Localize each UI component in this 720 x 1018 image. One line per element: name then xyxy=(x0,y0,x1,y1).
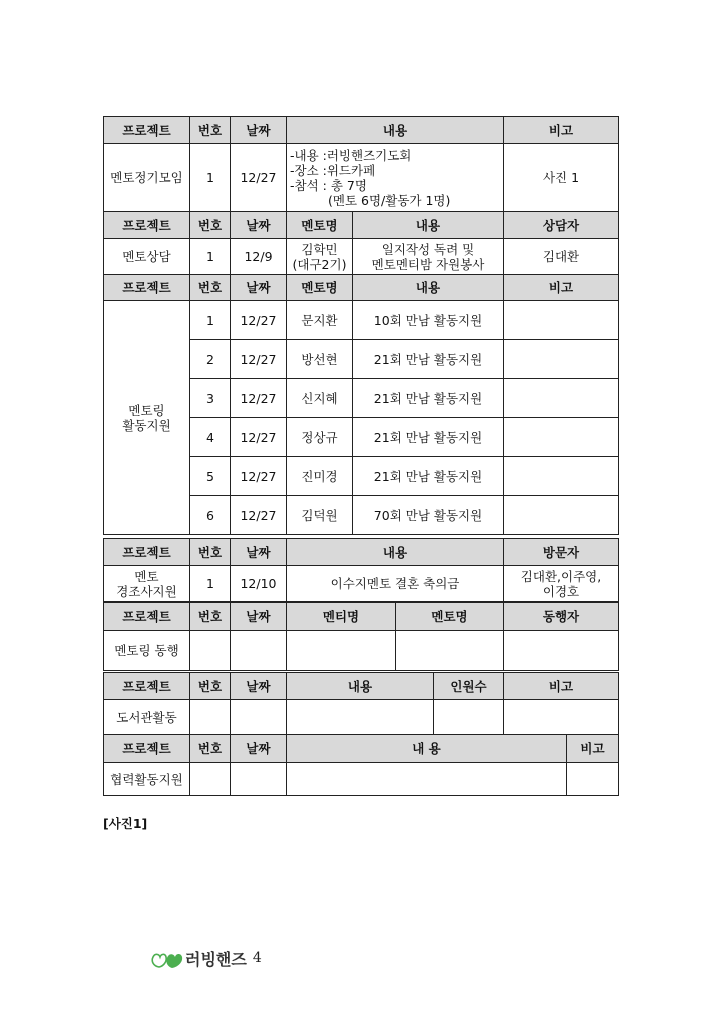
support-table xyxy=(103,274,619,535)
number-cell: 1 xyxy=(190,301,231,340)
consult-table xyxy=(103,211,619,275)
header-cell: 번호 xyxy=(190,673,231,700)
mentor-cell xyxy=(287,239,353,275)
visitor-cell xyxy=(504,566,619,602)
table-header-row xyxy=(104,212,619,239)
content-line: 멘토멘티밤 자원봉사 xyxy=(371,256,485,272)
number-cell: 3 xyxy=(190,379,231,418)
number-cell: 1 xyxy=(190,144,231,212)
date-cell: 12/27 xyxy=(231,340,287,379)
cooperation-table xyxy=(103,734,619,796)
date-cell: 12/9 xyxy=(231,239,287,275)
project-cell: 도서관활동 xyxy=(104,700,190,736)
content-cell xyxy=(287,700,434,736)
header-cell: 번호 xyxy=(190,603,231,631)
visitor-line: 김대환,이주영, xyxy=(520,568,602,584)
header-cell: 내 용 xyxy=(287,735,567,763)
accompany-table xyxy=(103,602,619,671)
header-cell: 멘티명 xyxy=(287,603,396,631)
date-cell: 12/27 xyxy=(231,418,287,457)
number-cell: 1 xyxy=(190,566,231,602)
table-row xyxy=(104,566,619,602)
photo-caption: [사진1] xyxy=(103,816,148,831)
header-cell: 내용 xyxy=(287,673,434,700)
page-number: 4 xyxy=(252,950,262,966)
header-cell: 프로젝트 xyxy=(104,275,190,301)
table-header-row xyxy=(104,673,619,700)
header-cell: 프로젝트 xyxy=(104,539,190,566)
table-row xyxy=(104,631,619,671)
note-cell xyxy=(504,379,619,418)
header-cell: 날짜 xyxy=(231,673,287,700)
header-cell: 날짜 xyxy=(231,117,287,144)
table-row xyxy=(104,301,619,340)
content-cell: 70회 만남 활동지원 xyxy=(353,496,504,535)
content-cell: 이수지멘토 결혼 축의금 xyxy=(287,566,504,602)
header-cell: 번호 xyxy=(190,117,231,144)
content-cell xyxy=(353,239,504,275)
content-line: -내용 :러빙핸즈기도회 xyxy=(290,147,412,163)
header-cell: 번호 xyxy=(190,275,231,301)
header-cell: 프로젝트 xyxy=(104,117,190,144)
table-row xyxy=(104,700,619,736)
content-cell xyxy=(287,763,567,796)
header-cell: 비고 xyxy=(567,735,619,763)
header-cell: 내용 xyxy=(353,212,504,239)
date-cell xyxy=(231,700,287,736)
date-cell: 12/27 xyxy=(231,496,287,535)
date-cell xyxy=(231,763,287,796)
table-header-row xyxy=(104,275,619,301)
header-cell: 인원수 xyxy=(434,673,504,700)
condolence-table xyxy=(103,538,619,602)
header-cell: 비고 xyxy=(504,117,619,144)
header-cell: 번호 xyxy=(190,212,231,239)
header-cell: 내용 xyxy=(287,117,504,144)
content-line: -참석 : 총 7명 xyxy=(290,177,367,193)
project-cell xyxy=(104,566,190,602)
header-cell: 방문자 xyxy=(504,539,619,566)
table-row xyxy=(104,144,619,212)
header-cell: 프로젝트 xyxy=(104,673,190,700)
table-row xyxy=(104,763,619,796)
header-cell: 멘토명 xyxy=(396,603,504,631)
number-cell xyxy=(190,700,231,736)
mentor-line: 김학민 xyxy=(301,241,338,257)
mentor-cell: 문지환 xyxy=(287,301,353,340)
header-cell: 날짜 xyxy=(231,539,287,566)
header-cell: 날짜 xyxy=(231,735,287,763)
number-cell xyxy=(190,763,231,796)
number-cell: 4 xyxy=(190,418,231,457)
date-cell: 12/27 xyxy=(231,379,287,418)
note-cell xyxy=(504,496,619,535)
page-footer xyxy=(150,944,262,972)
table-header-row xyxy=(104,539,619,566)
header-cell: 날짜 xyxy=(231,275,287,301)
mentor-cell: 방선현 xyxy=(287,340,353,379)
mentor-cell: 정상규 xyxy=(287,418,353,457)
number-cell: 2 xyxy=(190,340,231,379)
counselor-cell: 김대환 xyxy=(504,239,619,275)
table-header-row xyxy=(104,117,619,144)
companion-cell xyxy=(504,631,619,671)
content-cell xyxy=(287,144,504,212)
mentor-cell xyxy=(396,631,504,671)
project-line: 활동지원 xyxy=(122,417,171,433)
note-cell xyxy=(567,763,619,796)
number-cell: 5 xyxy=(190,457,231,496)
project-cell: 멘토정기모임 xyxy=(104,144,190,212)
date-cell: 12/27 xyxy=(231,457,287,496)
header-cell: 상담자 xyxy=(504,212,619,239)
content-line: -장소 :위드카페 xyxy=(290,162,376,178)
mentee-cell xyxy=(287,631,396,671)
project-cell: 멘토상담 xyxy=(104,239,190,275)
note-cell xyxy=(504,700,619,736)
date-cell: 12/10 xyxy=(231,566,287,602)
content-cell: 21회 만남 활동지원 xyxy=(353,457,504,496)
date-cell: 12/27 xyxy=(231,144,287,212)
header-cell: 프로젝트 xyxy=(104,603,190,631)
number-cell xyxy=(190,631,231,671)
project-line: 경조사지원 xyxy=(116,583,177,599)
content-cell: 21회 만남 활동지원 xyxy=(353,379,504,418)
number-cell: 6 xyxy=(190,496,231,535)
mentor-cell: 김덕원 xyxy=(287,496,353,535)
header-cell: 프로젝트 xyxy=(104,212,190,239)
number-cell: 1 xyxy=(190,239,231,275)
content-cell: 10회 만남 활동지원 xyxy=(353,301,504,340)
content-line: (멘토 6명/활동가 1명) xyxy=(328,192,451,208)
note-cell xyxy=(504,301,619,340)
mentor-cell: 신지혜 xyxy=(287,379,353,418)
header-cell: 멘토명 xyxy=(287,212,353,239)
library-table xyxy=(103,672,619,736)
note-cell xyxy=(504,457,619,496)
content-cell: 21회 만남 활동지원 xyxy=(353,340,504,379)
project-line: 멘토 xyxy=(134,568,159,584)
content-line: 일지작성 독려 및 xyxy=(381,241,475,257)
mentor-cell: 진미경 xyxy=(287,457,353,496)
date-cell xyxy=(231,631,287,671)
header-cell: 내용 xyxy=(353,275,504,301)
table-row xyxy=(104,239,619,275)
project-cell: 멘토링 동행 xyxy=(104,631,190,671)
hands-logo-icon xyxy=(150,945,184,971)
header-cell: 비고 xyxy=(504,275,619,301)
header-cell: 내용 xyxy=(287,539,504,566)
header-cell: 번호 xyxy=(190,539,231,566)
brand-name: 러빙핸즈 xyxy=(185,949,247,969)
project-line: 멘토링 xyxy=(128,402,165,418)
visitor-line: 이경호 xyxy=(542,583,580,599)
table-header-row xyxy=(104,735,619,763)
note-cell: 사진 1 xyxy=(504,144,619,212)
header-cell: 프로젝트 xyxy=(104,735,190,763)
date-cell: 12/27 xyxy=(231,301,287,340)
table-header-row xyxy=(104,603,619,631)
note-cell xyxy=(504,340,619,379)
project-cell: 협력활동지원 xyxy=(104,763,190,796)
mentor-line: (대구2기) xyxy=(292,256,347,272)
meeting-table xyxy=(103,116,619,212)
project-cell xyxy=(104,301,190,535)
note-cell xyxy=(504,418,619,457)
content-cell: 21회 만남 활동지원 xyxy=(353,418,504,457)
header-cell: 날짜 xyxy=(231,603,287,631)
header-cell: 멘토명 xyxy=(287,275,353,301)
header-cell: 동행자 xyxy=(504,603,619,631)
header-cell: 번호 xyxy=(190,735,231,763)
header-cell: 비고 xyxy=(504,673,619,700)
header-cell: 날짜 xyxy=(231,212,287,239)
count-cell xyxy=(434,700,504,736)
